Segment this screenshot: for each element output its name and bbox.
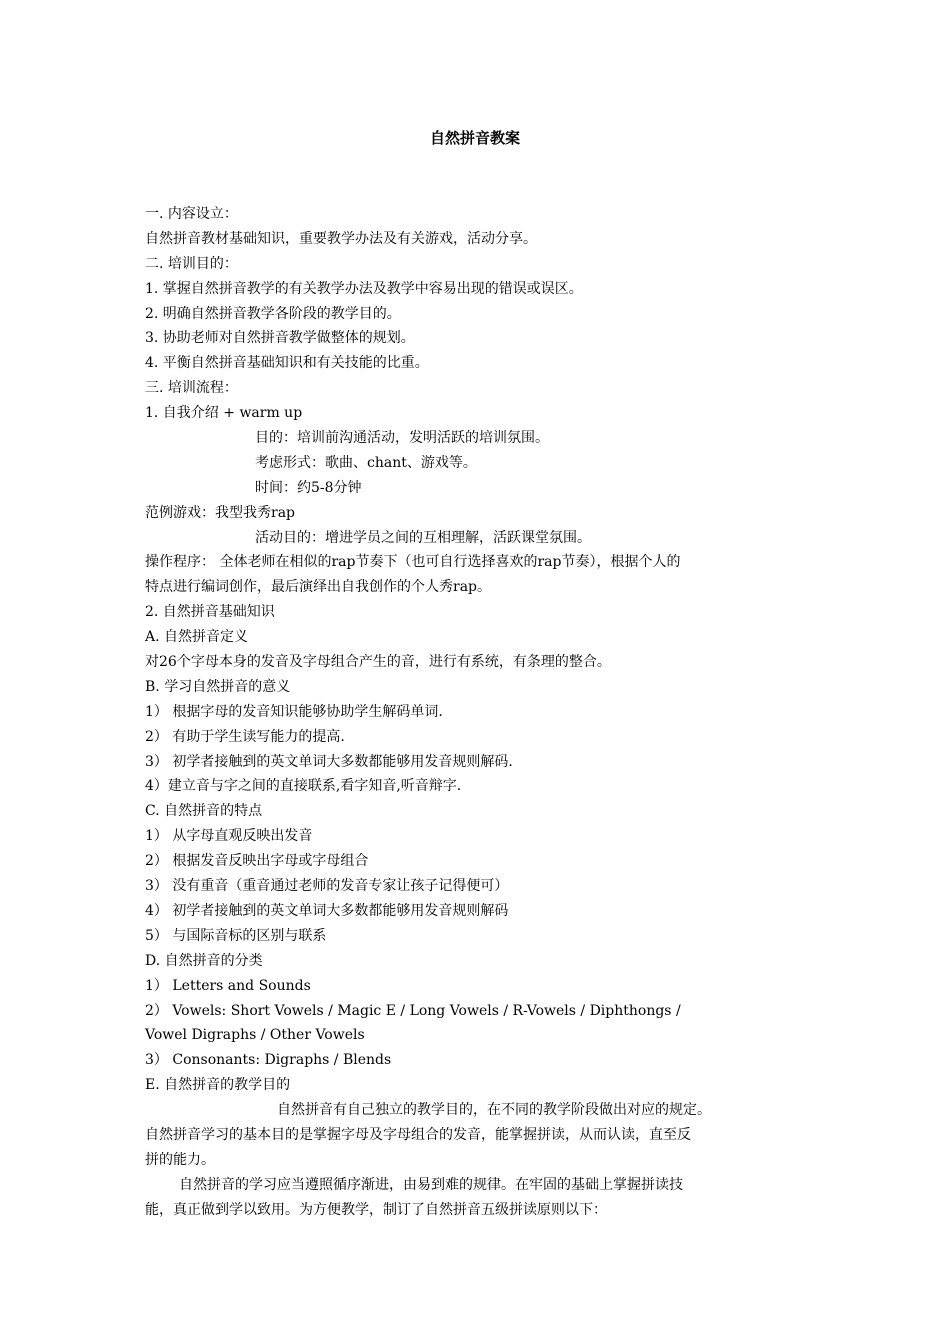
list-item: 2） 有助于学生读写能力的提高.	[145, 728, 345, 745]
list-item-continuation: Vowel Digraphs / Other Vowels	[145, 1027, 365, 1044]
paragraph: 自然拼音学习的基本目的是掌握字母及字母组合的发音，能掌握拼读，从而认读，直至反	[145, 1126, 691, 1143]
list-item: 1. 自我介绍 + warm up	[145, 405, 303, 422]
subsection-heading: 2. 自然拼音基础知识	[145, 604, 275, 621]
list-item: 2） 根据发音反映出字母或字母组合	[145, 853, 369, 870]
subsection-heading: C. 自然拼音的特点	[145, 803, 263, 820]
document-title: 自然拼音教案	[429, 129, 520, 147]
paragraph: 能，真正做到学以致用。为方便教学，制订了自然拼音五级拼读原则以下：	[145, 1201, 607, 1218]
list-item: 3） 初学者接触到的英文单词大多数都能够用发音规则解码.	[145, 753, 513, 770]
paragraph: 范例游戏：我型我秀rap	[145, 504, 296, 521]
indented-line: 自然拼音的学习应当遵照循序渐进，由易到难的规律。在牢固的基础上掌握拼读技	[179, 1176, 683, 1193]
subsection-heading: B. 学习自然拼音的意义	[145, 678, 291, 695]
list-item: 5） 与国际音标的区别与联系	[145, 927, 327, 944]
list-item: 3） 没有重音（重音通过老师的发音专家让孩子记得便可）	[145, 878, 509, 895]
indented-line: 考虑形式：歌曲、chant、游戏等。	[255, 454, 477, 471]
indented-line: 自然拼音有自己独立的教学目的，在不同的教学阶段做出对应的规定。	[277, 1102, 711, 1119]
list-item: 1） 根据字母的发音知识能够协助学生解码单词.	[145, 703, 443, 720]
subsection-heading: D. 自然拼音的分类	[145, 952, 263, 969]
paragraph: 对26个字母本身的发音及字母组合产生的音，进行有系统，有条理的整合。	[145, 654, 611, 671]
list-item: 1） 从字母直观反映出发音	[145, 828, 313, 845]
list-item: 1. 掌握自然拼音教学的有关教学办法及教学中容易出现的错误或误区。	[145, 280, 583, 297]
list-item: 4）建立音与字之间的直接联系,看字知音,听音辩字.	[145, 778, 462, 795]
list-item: 4. 平衡自然拼音基础知识和有关技能的比重。	[145, 355, 429, 372]
paragraph: 拼的能力。	[145, 1151, 215, 1168]
paragraph: 操作程序： 全体老师在相似的rap节奏下（也可自行选择喜欢的rap节奏），根据个人的	[145, 554, 681, 571]
list-item: 2） Vowels: Short Vowels / Magic E / Long Vowels / R-Vowels / Diphthongs /	[145, 1002, 681, 1019]
list-item: 1） Letters and Sounds	[145, 977, 311, 994]
document-body	[145, 202, 813, 1223]
indented-line: 活动目的：增进学员之间的互相理解，活跃课堂氛围。	[255, 529, 591, 546]
list-item: 3） Consonants: Digraphs / Blends	[145, 1052, 392, 1069]
section-heading-process: 三. 培训流程：	[145, 380, 238, 397]
section-heading-content: 一. 内容设立：	[145, 206, 238, 222]
subsection-heading: A. 自然拼音定义	[145, 629, 249, 646]
indented-line: 时间：约5-8分钟	[255, 479, 362, 496]
indented-line: 目的：培训前沟通活动，发明活跃的培训氛围。	[255, 430, 549, 447]
paragraph: 特点进行编词创作，最后演绎出自我创作的个人秀rap。	[145, 579, 491, 596]
paragraph: 自然拼音教材基础知识，重要教学办法及有关游戏，活动分享。	[145, 230, 537, 247]
list-item: 2. 明确自然拼音教学各阶段的教学目的。	[145, 305, 401, 322]
section-heading-goals: 二. 培训目的：	[145, 255, 238, 272]
list-item: 3. 协助老师对自然拼音教学做整体的规划。	[145, 330, 415, 347]
subsection-heading: E. 自然拼音的教学目的	[145, 1077, 291, 1094]
list-item: 4） 初学者接触到的英文单词大多数都能够用发音规则解码	[145, 902, 509, 919]
